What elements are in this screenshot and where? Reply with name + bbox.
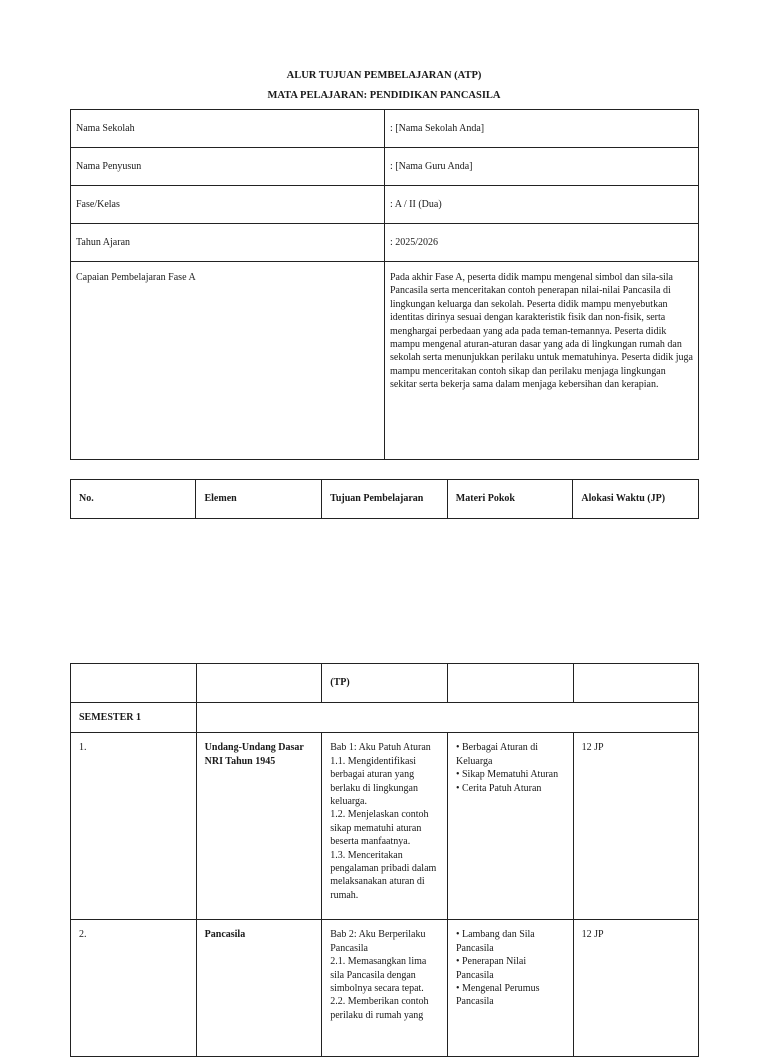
table-row bbox=[71, 733, 699, 920]
identity-table bbox=[70, 109, 699, 460]
info-label: Tahun Ajaran bbox=[71, 224, 385, 262]
document-subtitle: MATA PELAJARAN: PENDIDIKAN PANCASILA bbox=[267, 90, 501, 101]
row-no: 2. bbox=[71, 920, 197, 1057]
info-value: : [Nama Sekolah Anda] bbox=[385, 110, 699, 148]
empty-cell bbox=[573, 664, 698, 703]
empty-cell bbox=[196, 703, 698, 733]
col-header-materi: Materi Pokok bbox=[447, 480, 573, 519]
cp-text: Pada akhir Fase A, peserta didik mampu mengenal simbol dan sila-sila Pancasila serta menceritakan contoh penerapan nilai-nilai Pancasila di lingkungan keluarga dan sekolah. Peserta didik mampu menyebutkan identitas dirinya sesuai dengan karakteristik fisik dan non-fisik, serta menghargai perbedaan yang ada pada teman-temannya. Peserta didik mampu mengenal aturan-aturan dasar yang ada di lingkungan rumah dan sekolah serta menunjukkan perilaku untuk mematuhinya. Peserta didik juga mampu menceritakan contoh sikap dan perilaku menjaga lingkungan sekitar serta bekerja sama dalam menjaga kebersihan dan kerapian. bbox=[385, 262, 699, 460]
row-materi: • Berbagai Aturan di Keluarga • Sikap Mematuhi Aturan • Cerita Patuh Aturan bbox=[447, 733, 573, 920]
info-row-year bbox=[71, 224, 699, 262]
document-title: ALUR TUJUAN PEMBELAJARAN (ATP) bbox=[286, 70, 482, 81]
header-row bbox=[71, 480, 699, 519]
row-alokasi: 12 JP bbox=[573, 920, 698, 1057]
info-label: Nama Penyusun bbox=[71, 148, 385, 186]
cp-label: Capaian Pembelajaran Fase A bbox=[71, 262, 385, 460]
info-label: Nama Sekolah bbox=[71, 110, 385, 148]
col-header-elemen: Elemen bbox=[196, 480, 322, 519]
info-row-author bbox=[71, 148, 699, 186]
row-materi: • Lambang dan Sila Pancasila • Penerapan Nilai Pancasila • Mengenal Perumus Pancasila bbox=[447, 920, 573, 1057]
row-tujuan: Bab 1: Aku Patuh Aturan 1.1. Mengidentifikasi berbagai aturan yang berlaku di lingkungan keluarga. 1.2. Menjelaskan contoh sikap mematuhi aturan beserta manfaatnya. 1.3. Menceritakan pengalaman pribadi dalam melaksanakan aturan di rumah. bbox=[322, 733, 448, 920]
col-header-alokasi: Alokasi Waktu (JP) bbox=[573, 480, 699, 519]
semester-label: SEMESTER 1 bbox=[71, 703, 197, 733]
tp-continuation: (TP) bbox=[322, 664, 448, 703]
info-row-school bbox=[71, 110, 699, 148]
info-row-cp bbox=[71, 262, 699, 460]
col-header-tujuan: Tujuan Pembelajaran bbox=[322, 480, 448, 519]
info-value: : [Nama Guru Anda] bbox=[385, 148, 699, 186]
empty-cell bbox=[196, 664, 322, 703]
atp-header-table bbox=[70, 479, 699, 519]
row-elemen: Undang-Undang Dasar NRI Tahun 1945 bbox=[196, 733, 322, 920]
col-header-no: No. bbox=[71, 480, 196, 519]
row-alokasi: 12 JP bbox=[573, 733, 698, 920]
semester-row bbox=[71, 703, 699, 733]
row-tujuan: Bab 2: Aku Berperilaku Pancasila 2.1. Memasangkan lima sila Pancasila dengan simbolnya secara tepat. 2.2. Memberikan contoh perilaku di rumah yang bbox=[322, 920, 448, 1057]
info-value: : A / II (Dua) bbox=[385, 186, 699, 224]
info-label: Fase/Kelas bbox=[71, 186, 385, 224]
empty-cell bbox=[71, 664, 197, 703]
empty-cell bbox=[447, 664, 573, 703]
table-row bbox=[71, 920, 699, 1057]
info-row-phase bbox=[71, 186, 699, 224]
row-no: 1. bbox=[71, 733, 197, 920]
atp-table bbox=[70, 663, 699, 1057]
row-elemen: Pancasila bbox=[196, 920, 322, 1057]
header-continuation-row bbox=[71, 664, 699, 703]
info-value: : 2025/2026 bbox=[385, 224, 699, 262]
